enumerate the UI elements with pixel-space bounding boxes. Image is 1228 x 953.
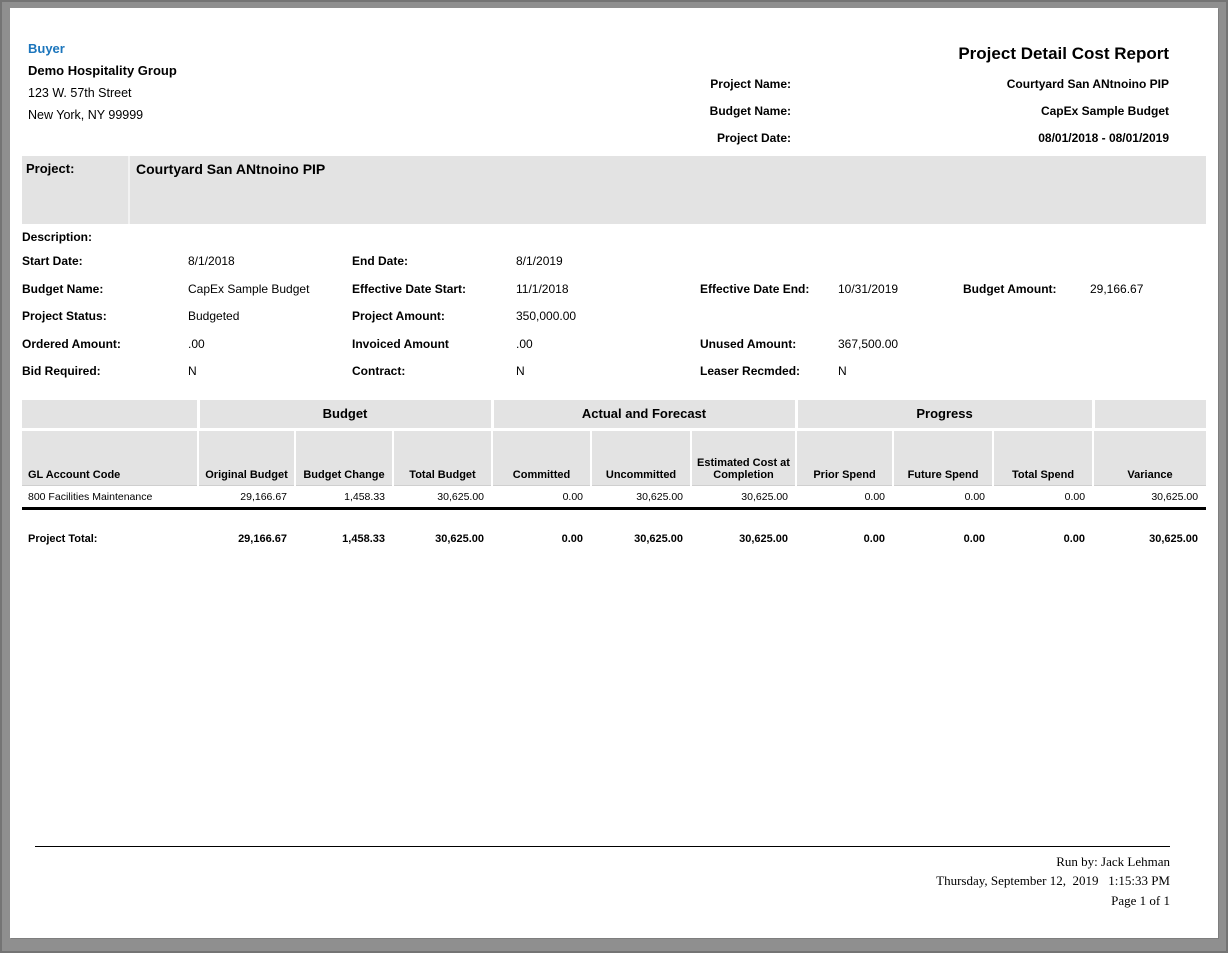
budget-name-label: Budget Name: [709, 104, 791, 118]
start-date-label: Start Date: [22, 254, 83, 268]
group-blank-right [1093, 400, 1206, 430]
effective-date-end-value: 10/31/2019 [838, 281, 899, 296]
address-line-2: New York, NY 99999 [28, 108, 144, 122]
cell-future-spend: 0.00 [893, 486, 993, 509]
project-status-value: Budgeted [188, 309, 240, 323]
table-group-header-row [22, 400, 1206, 430]
meta-row-project-date [699, 118, 1169, 145]
page-number-line: Page 1 of 1 [1111, 892, 1170, 908]
ordered-amount-value: .00 [188, 336, 205, 351]
buyer-block [28, 38, 699, 156]
cell-budget-change: 1,458.33 [295, 486, 393, 509]
effective-date-start-label: Effective Date Start: [352, 281, 467, 296]
cell-total-budget: 30,625.00 [393, 486, 492, 509]
description-label: Description: [22, 230, 93, 244]
cell-estimated-cost: 30,625.00 [691, 486, 796, 509]
total-variance: 30,625.00 [1149, 532, 1199, 545]
invoiced-amount-label: Invoiced Amount [352, 336, 449, 351]
project-amount-value: 350,000.00 [516, 309, 577, 323]
col-budget-change: Budget Change [295, 430, 393, 486]
company-name: Demo Hospitality Group [28, 63, 177, 78]
end-date-value: 8/1/2019 [516, 254, 563, 268]
total-future-spend: 0.00 [963, 532, 986, 545]
group-blank-left [22, 400, 198, 430]
project-banner [22, 156, 1206, 224]
cell-total-spend: 0.00 [993, 486, 1093, 509]
col-gl-account-code: GL Account Code [22, 430, 198, 486]
report-content [10, 8, 1218, 552]
unused-amount-label: Unused Amount: [700, 336, 797, 351]
project-name-value: Courtyard San ANtnoino PIP [1006, 77, 1169, 91]
start-date-value: 8/1/2018 [188, 254, 235, 268]
project-amount-label: Project Amount: [352, 309, 445, 323]
ordered-amount-label: Ordered Amount: [22, 336, 121, 351]
group-actual-and-forecast: Actual and Forecast [492, 400, 796, 430]
run-datetime-line: Thursday, September 12, 2019 1:15:33 PM [936, 873, 1170, 888]
end-date-label: End Date: [352, 254, 409, 268]
report-meta-block [699, 44, 1169, 156]
total-uncommitted: 30,625.00 [634, 532, 684, 545]
cell-committed: 0.00 [492, 486, 591, 509]
leaser-recmded-value: N [838, 364, 847, 378]
budget-name-field-label: Budget Name: [22, 281, 104, 296]
col-future-spend: Future Spend [893, 430, 993, 486]
buyer-label: Buyer [28, 41, 65, 56]
table-spacer-row [22, 509, 1206, 526]
total-prior-spend: 0.00 [863, 532, 886, 545]
total-committed: 0.00 [561, 532, 584, 545]
bid-required-value: N [188, 364, 197, 378]
col-prior-spend: Prior Spend [796, 430, 893, 486]
report-footer [35, 846, 1170, 911]
total-total-budget: 30,625.00 [435, 532, 485, 545]
project-banner-label: Project: [22, 156, 130, 224]
project-total-row [22, 526, 1206, 552]
budget-name-value: CapEx Sample Budget [1040, 104, 1169, 118]
total-estimated-cost: 30,625.00 [739, 532, 789, 545]
cell-variance: 30,625.00 [1093, 486, 1206, 509]
col-total-spend: Total Spend [993, 430, 1093, 486]
project-banner-value: Courtyard San ANtnoino PIP [136, 161, 326, 177]
report-title: Project Detail Cost Report [958, 44, 1169, 63]
col-uncommitted: Uncommitted [591, 430, 691, 486]
col-total-budget: Total Budget [393, 430, 492, 486]
table-column-header-row [22, 430, 1206, 486]
report-page [10, 8, 1218, 938]
budget-name-field-value: CapEx Sample Budget [188, 281, 310, 296]
budget-amount-value: 29,166.67 [1090, 281, 1144, 296]
col-variance: Variance [1093, 430, 1206, 486]
cell-uncommitted: 30,625.00 [591, 486, 691, 509]
project-details [22, 254, 1206, 392]
meta-row-budget-name [699, 91, 1169, 118]
cell-original-budget: 29,166.67 [198, 486, 295, 509]
contract-value: N [516, 364, 525, 378]
project-status-label: Project Status: [22, 309, 107, 323]
cell-gl-account: 800 Facilities Maintenance [22, 486, 198, 509]
table-row [22, 486, 1206, 509]
effective-date-start-value: 11/1/2018 [516, 281, 569, 296]
invoiced-amount-value: .00 [516, 336, 533, 351]
meta-row-project-name [699, 64, 1169, 91]
cost-table [22, 400, 1206, 552]
contract-label: Contract: [352, 364, 406, 378]
budget-amount-label: Budget Amount: [963, 281, 1057, 296]
project-date-label: Project Date: [716, 131, 791, 145]
effective-date-end-label: Effective Date End: [700, 281, 810, 296]
group-budget: Budget [198, 400, 492, 430]
leaser-recmded-label: Leaser Recmded: [700, 364, 801, 378]
project-date-value: 08/01/2018 - 08/01/2019 [1038, 131, 1169, 145]
col-original-budget: Original Budget [198, 430, 295, 486]
report-header [22, 8, 1206, 156]
col-committed: Committed [492, 430, 591, 486]
unused-amount-value: 367,500.00 [838, 336, 899, 351]
total-label: Project Total: [28, 532, 98, 545]
col-estimated-cost-at-completion: Estimated Cost at Completion [691, 430, 796, 486]
cell-prior-spend: 0.00 [796, 486, 893, 509]
run-by-line: Run by: Jack Lehman [1056, 853, 1170, 869]
total-budget-change: 1,458.33 [342, 532, 385, 545]
project-name-label: Project Name: [710, 77, 791, 91]
total-original-budget: 29,166.67 [238, 532, 287, 545]
address-line-1: 123 W. 57th Street [28, 86, 132, 100]
group-progress: Progress [796, 400, 1093, 430]
total-total-spend: 0.00 [1063, 532, 1086, 545]
bid-required-label: Bid Required: [22, 364, 101, 378]
